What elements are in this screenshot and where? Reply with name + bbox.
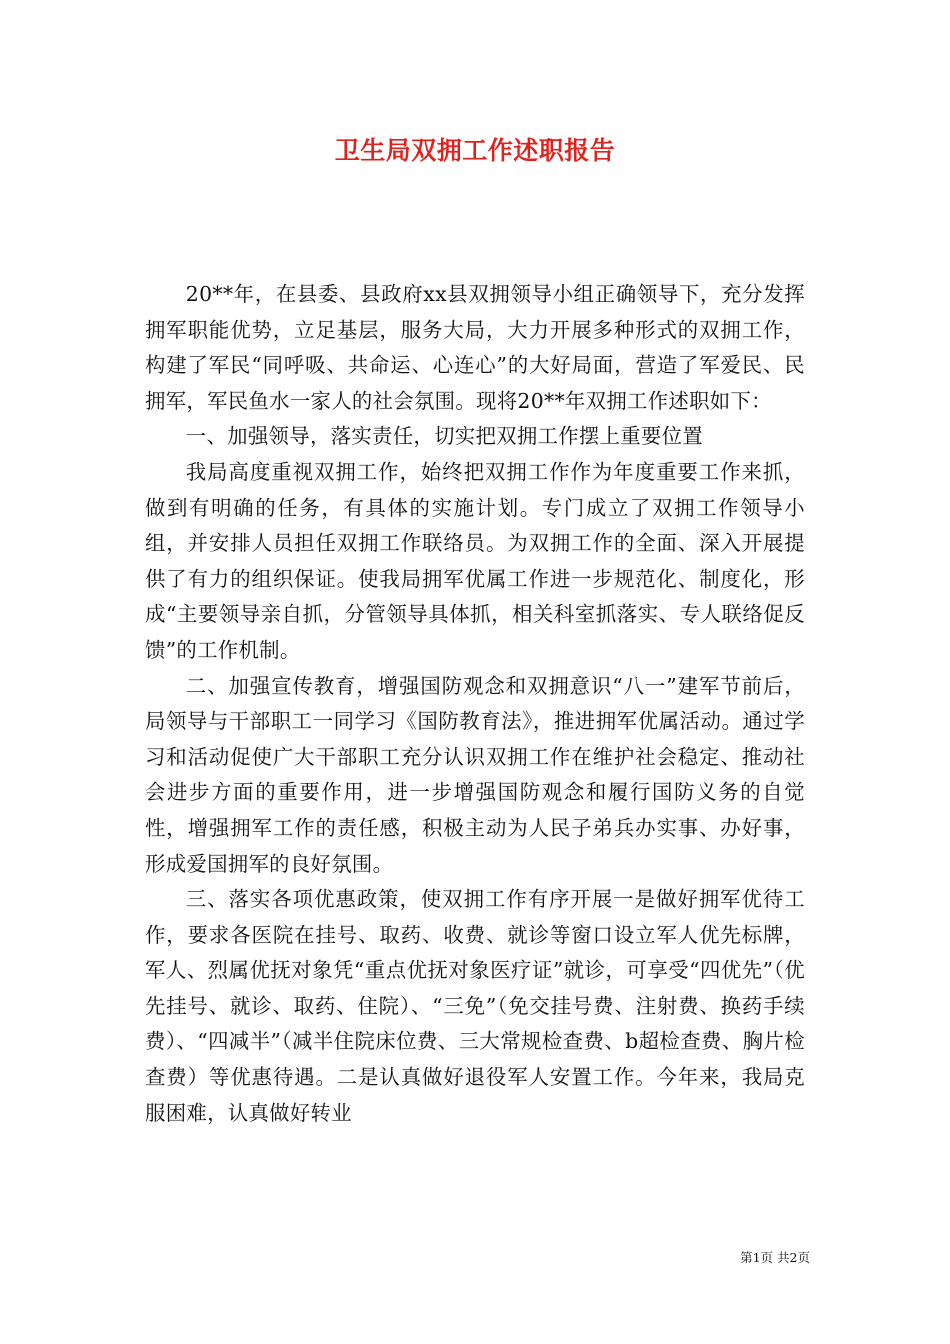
document-title: 卫生局双拥工作述职报告 (334, 136, 616, 165)
document-body (145, 277, 805, 1131)
page-number: 第1页 共2页 (740, 1250, 810, 1265)
paragraph-section-2: 二、加强宣传教育，增强国防观念和双拥意识“八一”建军节前后，局领导与干部职工一同学习《国防教育法》，推进拥军优属活动。通过学习和活动促使广大干部职工充分认识双拥工作在维护社会稳定、推动社会进步方面的重要作用，进一步增强国防观念和履行国防义务的自觉性，增强拥军工作的责任感，积极主动为人民子弟兵办实事、办好事，形成爱国拥军的良好氛围。 (145, 673, 805, 876)
paragraph-section-3: 三、落实各项优惠政策，使双拥工作有序开展一是做好拥军优待工作，要求各医院在挂号、取药、收费、就诊等窗口设立军人优先标牌，军人、烈属优抚对象凭“重点优抚对象医疗证”就诊，可享受“四优先”（优先挂号、就诊、取药、住院）、“三免”（免交挂号费、注射费、换药手续费）、“四减半”（减半住院床位费、三大常规检查费、b超检查费、胸片检查费）等优惠待遇。二是认真做好退役军人安置工作。今年来，我局克服困难，认真做好转业 (145, 887, 805, 1125)
section-heading-1: 一、加强领导，落实责任，切实把双拥工作摆上重要位置 (185, 424, 704, 449)
paragraph-intro: 20**年，在县委、县政府xx县双拥领导小组正确领导下，充分发挥拥军职能优势，立足基层，服务大局，大力开展多种形式的双拥工作，构建了军民“同呼吸、共命运、心连心”的大好局面，营造了军爱民、民拥军，军民鱼水一家人的社会氛围。现将20**年双拥工作述职如下： (145, 282, 805, 413)
paragraph-section-1: 我局高度重视双拥工作，始终把双拥工作作为年度重要工作来抓，做到有明确的任务，有具体的实施计划。专门成立了双拥工作领导小组，并安排人员担任双拥工作联络员。为双拥工作的全面、深入开展提供了有力的组织保证。使我局拥军优属工作进一步规范化、制度化，形成“主要领导亲自抓，分管领导具体抓，相关科室抓落实、专人联络促反馈”的工作机制。 (145, 459, 805, 662)
